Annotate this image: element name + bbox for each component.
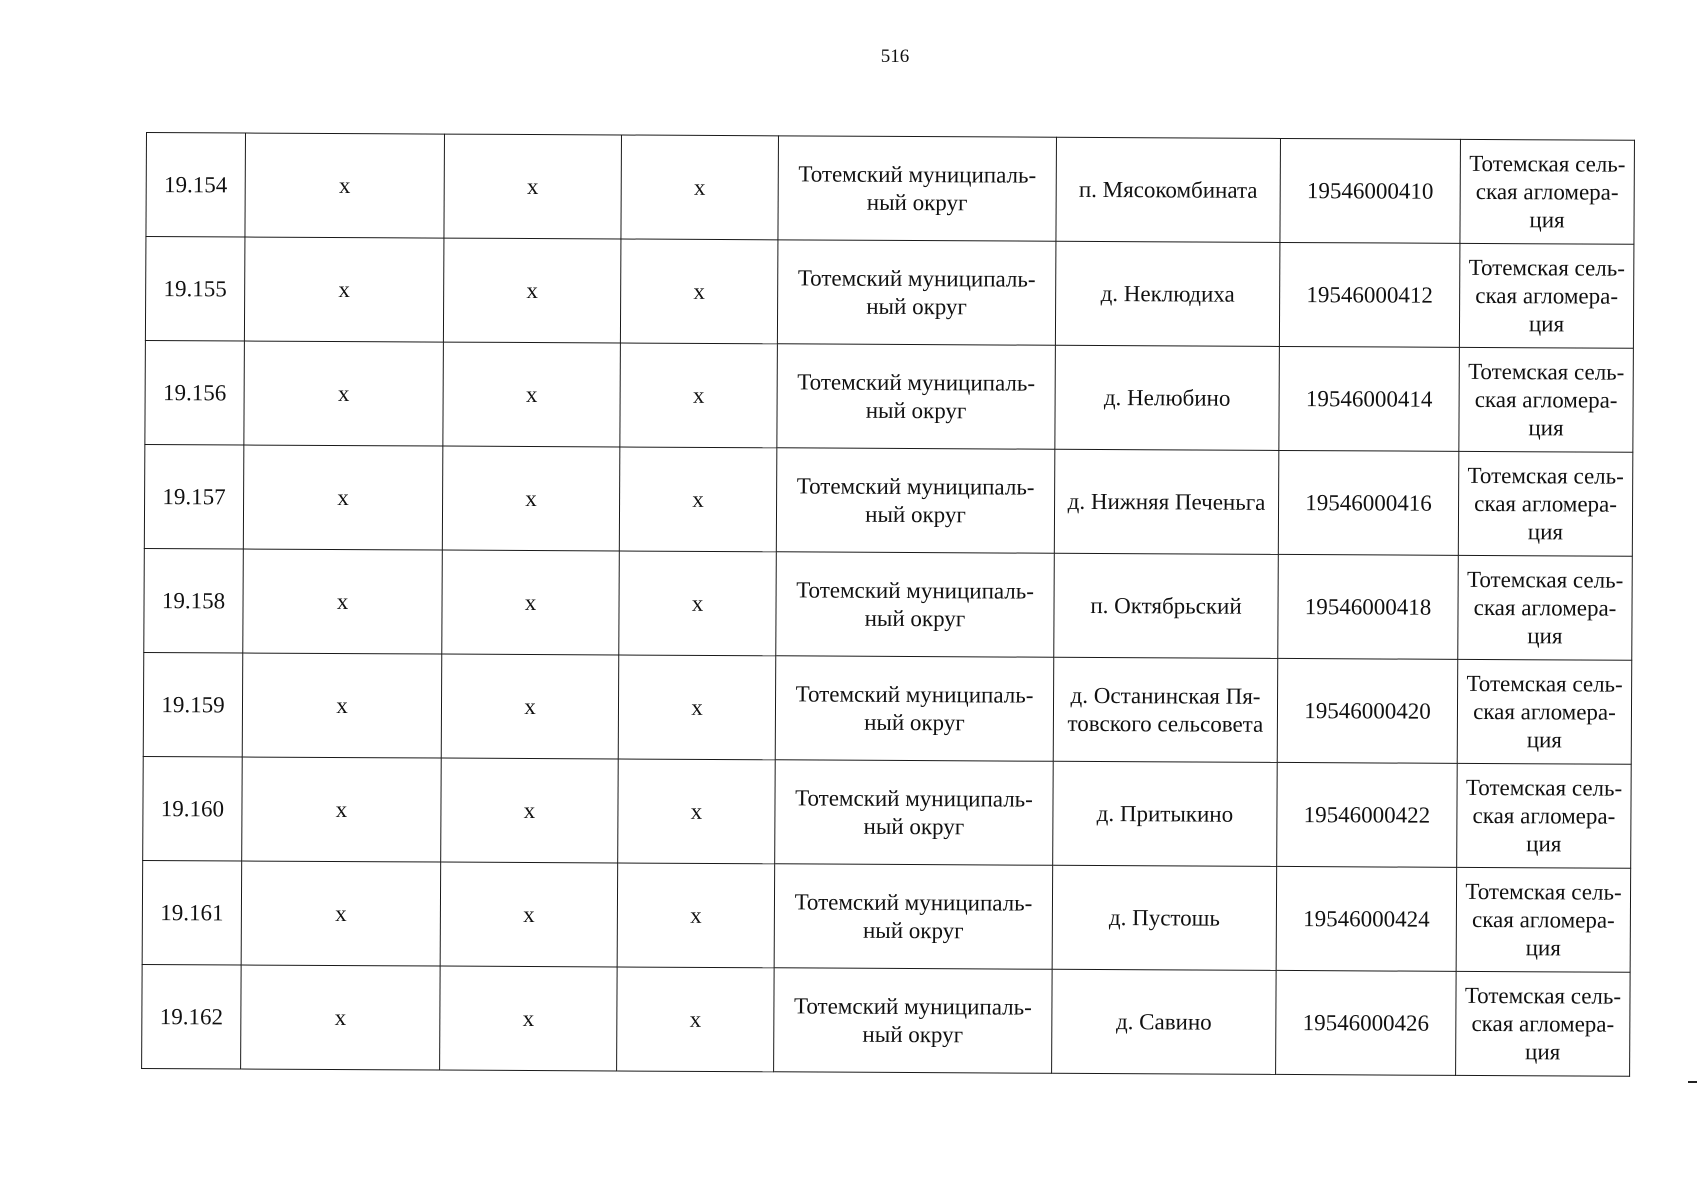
- agglomeration-cell: Тотемская сель-ская агломера-ция: [1458, 451, 1633, 556]
- table-row: [145, 340, 1634, 452]
- mark-cell: x: [443, 238, 621, 343]
- mark-cell: x: [243, 549, 443, 654]
- mark-cell: x: [244, 341, 444, 446]
- mark-cell: x: [618, 759, 776, 864]
- settlement-cell: д. Неклюдиха: [1055, 241, 1280, 346]
- row-number-cell: 19.155: [145, 237, 245, 342]
- table-row: [144, 444, 1633, 556]
- table-row: [142, 860, 1631, 972]
- code-cell: 19546000420: [1277, 658, 1458, 763]
- code-cell: 19546000412: [1279, 242, 1460, 347]
- agglomeration-cell: Тотемская сель-ская агломера-ция: [1459, 243, 1634, 348]
- mark-cell: x: [242, 757, 442, 862]
- settlement-cell: д. Нижняя Печеньга: [1054, 449, 1279, 554]
- table-row: [145, 237, 1634, 349]
- mark-cell: x: [441, 758, 619, 863]
- row-number-cell: 19.156: [145, 340, 245, 445]
- table-row: [144, 548, 1633, 660]
- district-cell: Тотемский муниципаль-ный округ: [775, 760, 1054, 865]
- agglomeration-cell: Тотемская сель-ская агломера-ция: [1457, 763, 1632, 868]
- district-cell: Тотемский муниципаль-ный округ: [777, 240, 1056, 345]
- district-cell: Тотемский муниципаль-ный округ: [774, 968, 1053, 1073]
- settlement-cell: п. Октябрьский: [1054, 553, 1279, 658]
- district-cell: Тотемский муниципаль-ный округ: [775, 656, 1054, 761]
- agglomeration-cell: Тотемская сель-ская агломера-ция: [1458, 555, 1633, 660]
- settlement-cell: д. Савино: [1052, 969, 1277, 1074]
- agglomeration-cell: Тотемская сель-ская агломера-ция: [1456, 971, 1631, 1076]
- mark-cell: x: [241, 861, 441, 966]
- row-number-cell: 19.154: [146, 133, 246, 238]
- mark-cell: x: [617, 863, 775, 968]
- table-row: [142, 964, 1631, 1076]
- table-body: [142, 133, 1635, 1077]
- mark-cell: x: [619, 447, 777, 552]
- settlement-cell: д. Пустошь: [1052, 865, 1277, 970]
- row-number-cell: 19.161: [142, 860, 242, 965]
- mark-cell: x: [618, 655, 776, 760]
- district-cell: Тотемский муниципаль-ный округ: [778, 136, 1057, 241]
- table-row: [143, 652, 1632, 764]
- table-row: [146, 133, 1635, 245]
- mark-cell: x: [242, 653, 442, 758]
- mark-cell: x: [617, 967, 775, 1072]
- mark-cell: x: [442, 550, 620, 655]
- agglomeration-cell: Тотемская сель-ская агломера-ция: [1459, 347, 1634, 452]
- mark-cell: x: [620, 343, 778, 448]
- code-cell: 19546000424: [1276, 866, 1457, 971]
- mark-cell: x: [443, 342, 621, 447]
- settlement-cell: д. Нелюбино: [1055, 345, 1280, 450]
- code-cell: 19546000416: [1278, 450, 1459, 555]
- mark-cell: x: [244, 237, 444, 342]
- mark-cell: x: [440, 966, 618, 1071]
- table-row: [143, 756, 1632, 868]
- code-cell: 19546000426: [1276, 970, 1457, 1075]
- table-container: [141, 132, 1635, 1077]
- row-number-cell: 19.157: [144, 444, 244, 549]
- district-cell: Тотемский муниципаль-ный округ: [776, 552, 1055, 657]
- settlements-table: [141, 132, 1635, 1077]
- settlement-cell: д. Притыкино: [1053, 761, 1278, 866]
- district-cell: Тотемский муниципаль-ный округ: [776, 448, 1055, 553]
- district-cell: Тотемский муниципаль-ный округ: [774, 864, 1053, 969]
- mark-cell: x: [440, 862, 618, 967]
- code-cell: 19546000414: [1279, 346, 1460, 451]
- mark-cell: x: [442, 446, 620, 551]
- row-number-cell: 19.158: [144, 548, 244, 653]
- district-cell: Тотемский муниципаль-ный округ: [777, 344, 1056, 449]
- edge-mark: [1688, 1081, 1697, 1083]
- mark-cell: x: [243, 445, 443, 550]
- settlement-cell: п. Мясокомбината: [1056, 137, 1281, 242]
- mark-cell: x: [441, 654, 619, 759]
- code-cell: 19546000418: [1278, 554, 1459, 659]
- row-number-cell: 19.160: [143, 756, 243, 861]
- settlement-cell: д. Останинская Пя-товского сельсовета: [1053, 657, 1278, 762]
- agglomeration-cell: Тотемская сель-ская агломера-ция: [1456, 867, 1631, 972]
- mark-cell: x: [621, 135, 779, 240]
- row-number-cell: 19.159: [143, 652, 243, 757]
- mark-cell: x: [241, 965, 441, 1070]
- code-cell: 19546000422: [1277, 762, 1458, 867]
- code-cell: 19546000410: [1280, 138, 1461, 243]
- agglomeration-cell: Тотемская сель-ская агломера-ция: [1460, 139, 1635, 244]
- mark-cell: x: [245, 133, 445, 238]
- page-number: 516: [880, 46, 910, 67]
- agglomeration-cell: Тотемская сель-ская агломера-ция: [1457, 659, 1632, 764]
- mark-cell: x: [620, 239, 778, 344]
- mark-cell: x: [444, 134, 622, 239]
- row-number-cell: 19.162: [142, 964, 242, 1069]
- mark-cell: x: [619, 551, 777, 656]
